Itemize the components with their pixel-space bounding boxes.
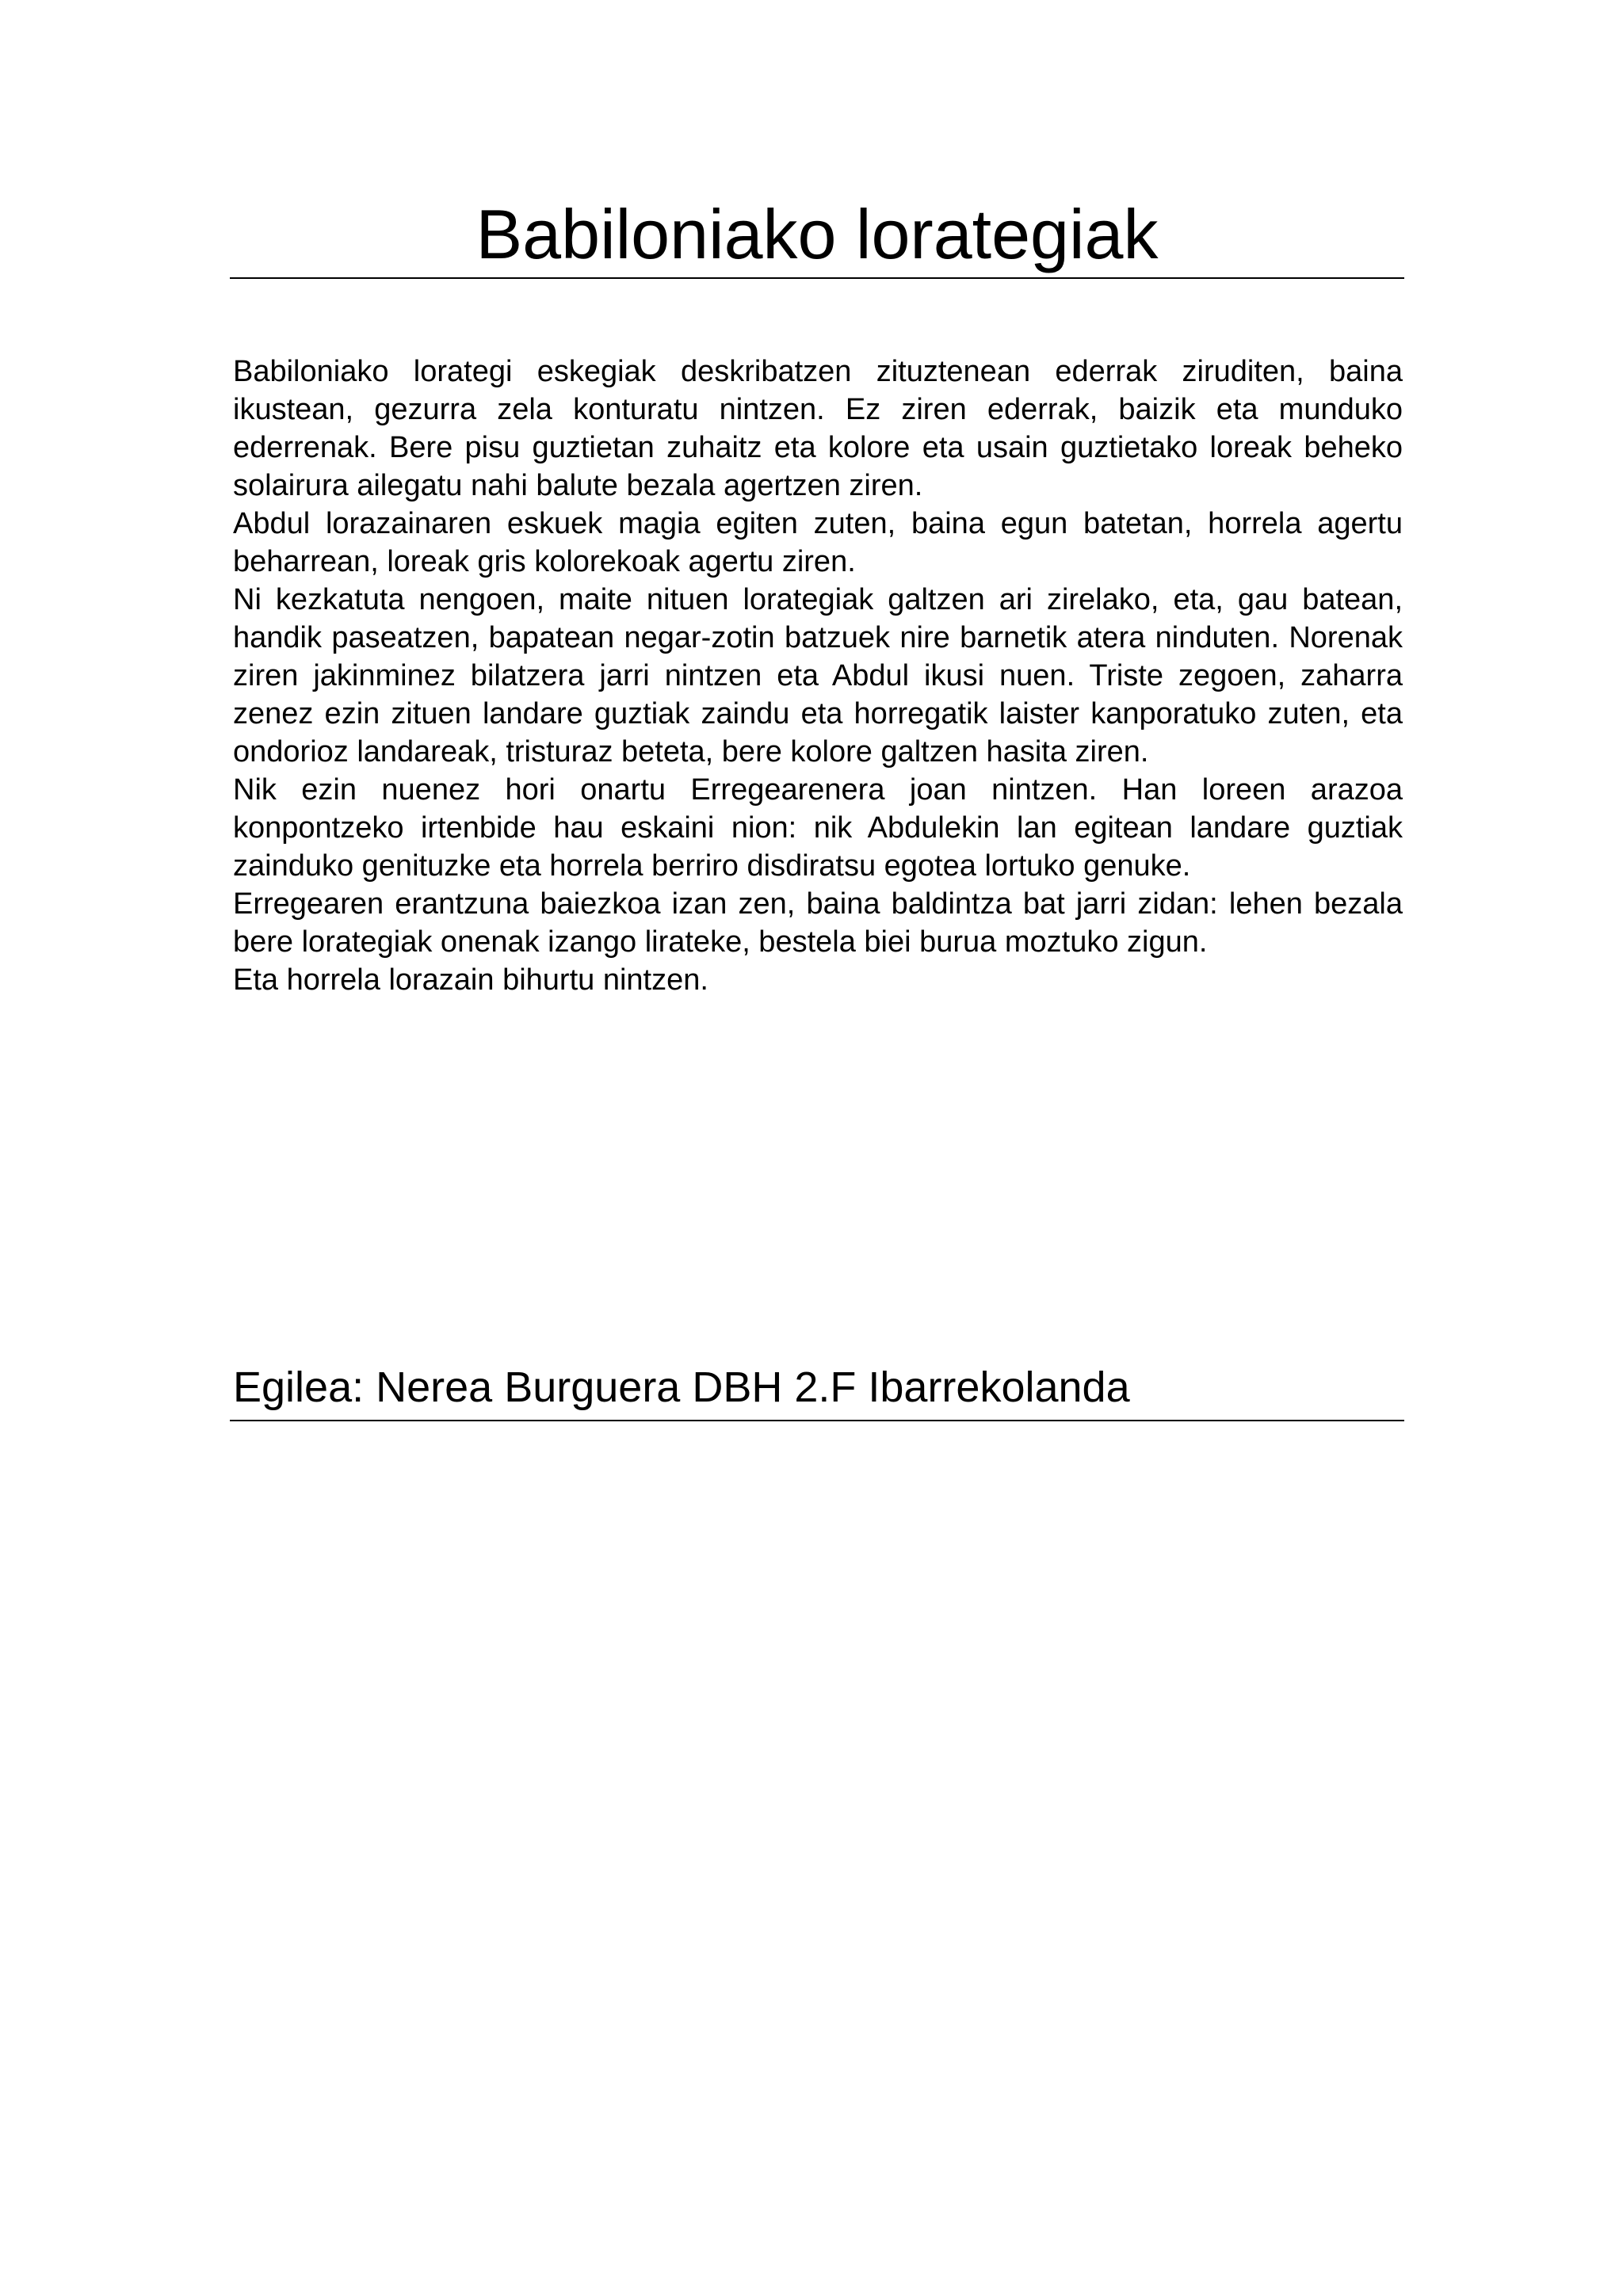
document-body <box>233 353 1403 999</box>
body-paragraph: Eta horrela lorazain bihurtu nintzen. <box>233 963 708 997</box>
author-line: Egilea: Nerea Burguera DBH 2.F Ibarrekolanda <box>233 1363 1130 1411</box>
body-paragraph: Ni kezkatuta nengoen, maite nituen lorategiak galtzen ari zirelako, eta, gau batean, handik paseatzen, bapatean negar-zotin batzuek nire barnetik atera ninduten. Norenak ziren jakinminez bilatzera jarri nintzen eta Abdul ikusi nuen. Triste zegoen, zaharra zenez ezin zituen landare guztiak zaindu eta horregatik laister kanporatuko zuten, eta ondorioz landareak, tristuraz beteta, bere kolore galtzen hasita ziren. <box>233 583 1403 769</box>
author-underline <box>230 1420 1404 1421</box>
document-title: Babiloniako lorategiak <box>475 195 1159 273</box>
body-paragraph: Erregearen erantzuna baiezkoa izan zen, baina baldintza bat jarri zidan: lehen bezala bere lorategiak onenak izango lirateke, bestela biei burua moztuko zigun. <box>233 887 1403 959</box>
title-underline <box>230 277 1404 279</box>
body-paragraph: Abdul lorazainaren eskuek magia egiten zuten, baina egun batetan, horrela agertu beharrean, loreak gris kolorekoak agertu ziren. <box>233 507 1403 578</box>
body-paragraph: Babiloniako lorategi eskegiak deskribatzen zituztenean ederrak ziruditen, baina ikustean, gezurra zela konturatu nintzen. Ez ziren ederrak, baizik eta munduko ederrenak. Bere pisu guztietan zuhaitz eta kolore eta usain guztietako loreak beheko solairura ailegatu nahi balute bezala agertzen ziren. <box>233 355 1403 502</box>
body-paragraph: Nik ezin nuenez hori onartu Erregearenera joan nintzen. Han loreen arazoa konpontzeko irtenbide hau eskaini nion: nik Abdulekin lan egitean landare guztiak zainduko genituzke eta horrela berriro disdiratsu egotea lortuko genuke. <box>233 773 1403 883</box>
